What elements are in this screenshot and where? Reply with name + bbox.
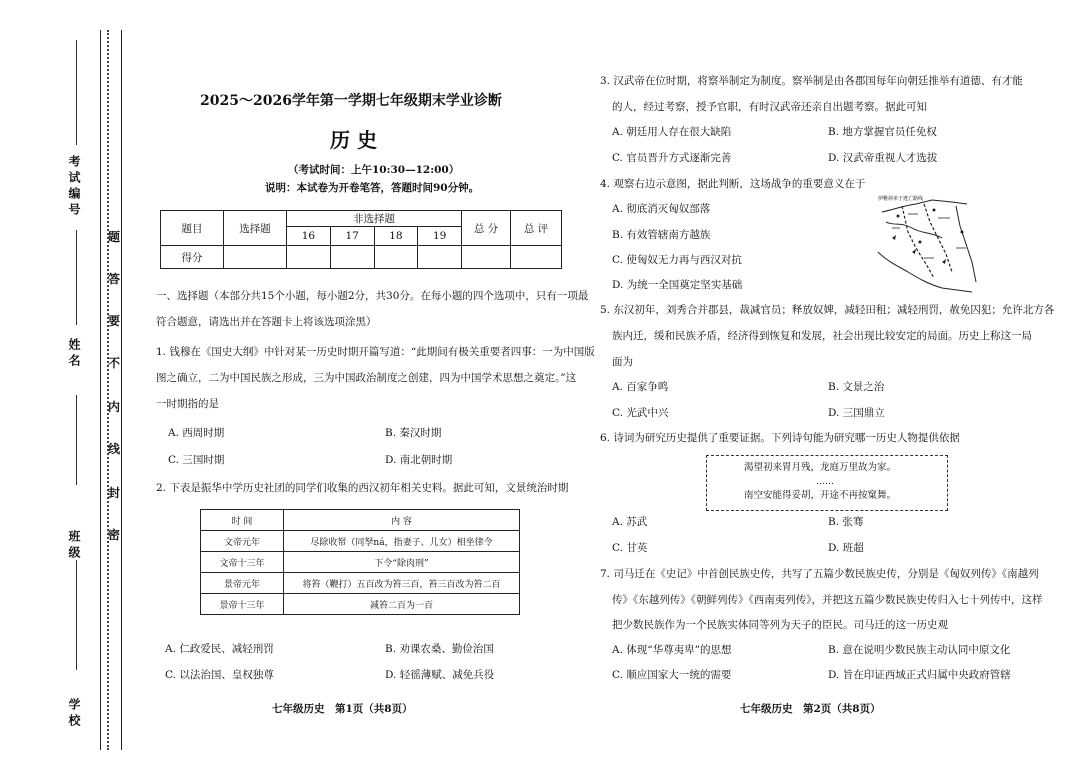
battle-map-diagram [872,192,992,298]
hist-head-content: 内 容 [284,510,520,531]
score-col-choice: 选择题 [224,211,287,246]
q1-line3: 一时期指的是 [156,398,219,410]
name-line[interactable] [76,230,77,325]
hist-head-time: 时 间 [201,510,284,531]
seal-char-8: 密 [108,528,121,542]
exam-no-label: 考试编号 [67,155,81,219]
class-label: 班级 [67,530,81,562]
table-row [201,531,520,552]
name-line-lower[interactable] [76,395,77,485]
binding-line-inner [121,30,122,750]
history-table [200,509,520,615]
hist-time: 景帝十三年 [201,594,284,615]
q1-line1: 1. 钱穆在《国史大纲》中针对某一历史时期开篇写道：“此期间有极关重要者四事：一为中国版 [156,346,595,358]
score-table [160,210,562,269]
q6-option-a[interactable]: A. 苏武 [612,516,648,528]
poem-dots: …… [816,477,834,487]
q7-option-b[interactable]: B. 意在说明少数民族主动认同中原文化 [828,644,1011,656]
q7-line1: 7. 司马迁在《史记》中首创民族史传，共写了五篇少数民族史传，分别是《匈奴列传》《南越列 [600,568,1039,580]
q1-option-a[interactable]: A. 西周时期 [168,427,225,439]
q7-line3: 把少数民族作为一个民族实体同等列为天子的臣民。司马迁的这一历史观 [612,619,948,631]
hist-time: 文帝元年 [201,531,284,552]
poem-line-2: 南空安能得妥胡，开途不再按窠舞。 [744,490,897,501]
q2-option-c[interactable]: C. 以法治国、皇权独尊 [165,669,274,681]
section1-line1: 一、选择题（本部分共15个小题，每小题2分，共30分。在每小题的四个选项中，只有一项最 [156,290,589,302]
score-col-item: 题目 [161,211,224,246]
seal-char-6: 线 [108,442,121,456]
score-cell-choice[interactable] [224,246,287,269]
q4-option-d[interactable]: D. 为统一全国奠定坚实基础 [612,279,743,291]
seal-char-1: 题 [108,230,121,244]
name-label: 姓名 [67,338,81,370]
map-label: 伊稚斜单于逃亡路线 [878,196,924,202]
score-num-19: 19 [418,227,462,246]
q6-option-c[interactable]: C. 甘英 [612,542,648,554]
score-col-nonchoice: 非选择题 [287,211,462,227]
score-num-16: 16 [287,227,331,246]
q4-option-a[interactable]: A. 彻底消灭匈奴部落 [612,203,711,215]
q3-option-d[interactable]: D. 汉武帝重视人才选拔 [828,152,938,164]
table-row [201,573,520,594]
q6-option-b[interactable]: B. 张骞 [828,516,864,528]
q5-line2: 族内迁，缓和民族矛盾，经济得到恢复和发展，社会出现比较安定的局面。历史上称这一局 [612,330,1032,342]
q7-option-d[interactable]: D. 旨在印证西域正式归属中央政府管辖 [828,669,1011,681]
score-cell-comment[interactable] [511,246,562,269]
q3-line2: 的人，经过考察，授予官职，有时汉武帝还亲自出题考察。据此可知 [612,101,927,113]
q1-line2: 图之确立，二为中国民族之形成，三为中国政治制度之创建，四为中国学术思想之奠定。”这 [156,372,577,384]
q1-option-c[interactable]: C. 三国时期 [168,454,225,466]
score-num-17: 17 [330,227,374,246]
subject-title: 历 史 [330,128,377,152]
q4-stem: 4. 观察右边示意图，据此判断，这场战争的重要意义在于 [600,178,866,190]
q7-option-a[interactable]: A. 体现“华尊夷卑”的思想 [612,644,732,656]
score-cell-17[interactable] [330,246,374,269]
q6-stem: 6. 诗词为研究历史提供了重要证据。下列诗句能为研究哪一历史人物提供依据 [600,432,960,444]
q3-line1: 3. 汉武帝在位时期，将察举制定为制度。察举制是由各郡国每年向朝廷推举有道德、有才能 [600,75,1023,87]
q7-option-c[interactable]: C. 顺应国家大一统的需要 [612,669,732,681]
q2-option-d[interactable]: D. 轻徭薄赋、减免兵役 [385,669,495,681]
hist-time: 文帝十三年 [201,552,284,573]
score-cell-19[interactable] [418,246,462,269]
q1-option-b[interactable]: B. 秦汉时期 [385,427,442,439]
q1-option-d[interactable]: D. 南北朝时期 [385,454,453,466]
school-label: 学校 [67,698,81,730]
class-line[interactable] [76,560,77,670]
footer-left: 七年级历史 第1页（共8页） [272,703,413,715]
hist-content: 下令“除肉刑” [284,552,520,573]
hist-time: 景帝元年 [201,573,284,594]
score-col-comment: 总 评 [511,211,562,246]
seal-char-7: 封 [108,486,121,500]
score-col-total: 总 分 [462,211,511,246]
q5-option-b[interactable]: B. 文景之治 [828,381,885,393]
binding-dotted-line [107,30,109,750]
hist-content: 尽除收帑（同孥ná，指妻子、儿女）相坐律令 [284,531,520,552]
exam-time: （考试时间：上午10:30—12:00） [288,164,460,176]
section1-line2: 符合题意，请选出并在答题卡上将该选项涂黑） [156,316,377,328]
q2-option-a[interactable]: A. 仁政爱民、减轻刑罚 [165,643,274,655]
footer-right: 七年级历史 第2页（共8页） [740,703,881,715]
exam-note: 说明：本试卷为开卷笔答，答题时间90分钟。 [265,182,480,194]
q5-option-c[interactable]: C. 光武中兴 [612,407,669,419]
score-cell-total[interactable] [462,246,511,269]
q5-line3: 面为 [612,356,633,368]
score-cell-18[interactable] [374,246,418,269]
seal-char-3: 要 [108,314,121,328]
score-row-label: 得分 [161,246,224,269]
poem-line-1: 渴望初来胃月残，龙庭万里故为家。 [744,462,897,473]
q2-option-b[interactable]: B. 劝课农桑、勤俭治国 [385,643,494,655]
seal-char-2: 答 [108,272,121,286]
q3-option-c[interactable]: C. 官员晋升方式逐渐完善 [612,152,732,164]
q7-line2: 传》《东越列传》《朝鲜列传》《西南夷列传》，并把这五篇少数民族史传归入七十列传中，这样 [612,594,1043,606]
seal-char-4: 不 [108,356,121,370]
exam-title: 2025～2026学年第一学期七年级期末学业诊断 [200,93,502,109]
q4-option-b[interactable]: B. 有效管辖南方越族 [612,229,711,241]
hist-content: 减笞二百为一百 [284,594,520,615]
q3-option-b[interactable]: B. 地方掌握官员任免权 [828,126,937,138]
q4-option-c[interactable]: C. 使匈奴无力再与西汉对抗 [612,254,742,266]
q5-line1: 5. 东汉初年，刘秀合并郡县，裁减官员；释放奴婢，减轻田租；减轻刑罚，赦免囚犯；允许北方各 [600,304,1055,316]
seal-char-5: 内 [108,400,121,414]
q3-option-a[interactable]: A. 朝廷用人存在很大缺陷 [612,126,732,138]
binding-line-outer [100,30,101,750]
table-row [201,594,520,615]
q5-option-d[interactable]: D. 三国鼎立 [828,407,885,419]
score-num-18: 18 [374,227,418,246]
score-cell-16[interactable] [287,246,331,269]
hist-content: 将笞（鞭打）五百改为笞三百，笞三百改为笞二百 [284,573,520,594]
q5-option-a[interactable]: A. 百家争鸣 [612,381,669,393]
table-row [201,552,520,573]
exam-no-line[interactable] [76,40,77,145]
q6-option-d[interactable]: D. 班超 [828,542,864,554]
q2-stem: 2. 下表是振华中学历史社团的同学们收集的西汉初年相关史料。据此可知，文景统治时期 [156,482,569,494]
